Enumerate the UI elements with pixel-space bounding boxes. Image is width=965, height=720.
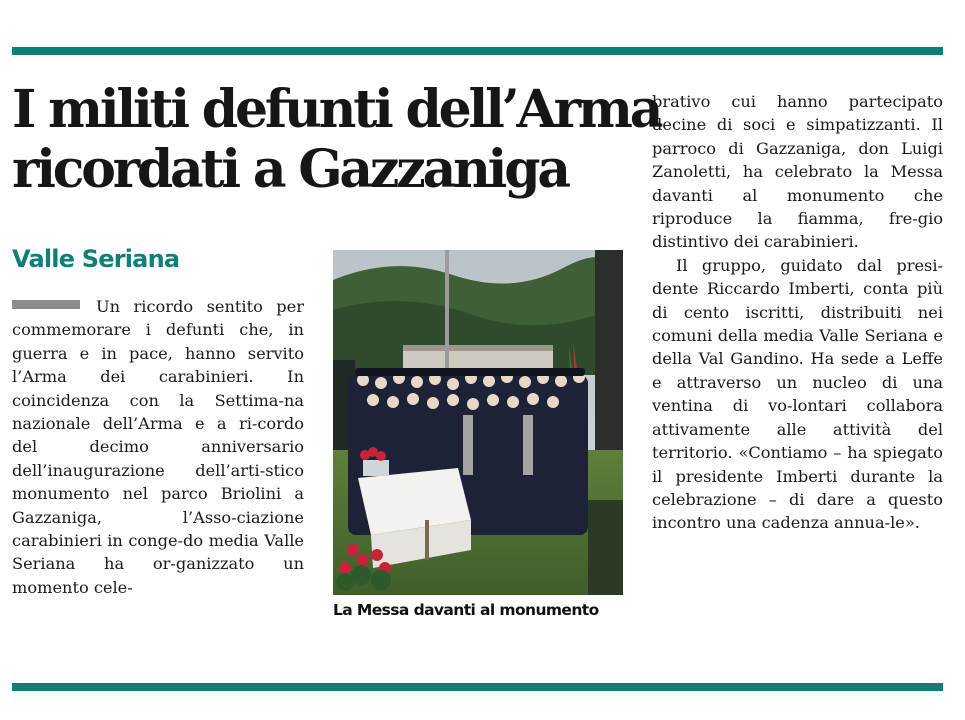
headline-line-2: ricordati a Gazzaniga <box>12 139 568 200</box>
headline-line-1: I militi defunti dell’Arma <box>12 79 661 140</box>
column-3-paragraph-1: brativo cui hanno partecipato decine di soci e simpatizzanti. Il parroco di Gazzaniga, don Luigi Zanoletti, ha celebrato la Messa davanti al monumento che riproduce la fiamma, fre-gio distintivo dei carabinieri. <box>652 92 943 252</box>
section-kicker: Valle Seriana <box>12 245 180 273</box>
photo-caption: La Messa davanti al monumento <box>333 601 599 619</box>
column-3-paragraph-2: Il gruppo, guidato dal presi-dente Riccardo Imberti, conta più di cento iscritti, distribuiti nei comuni della media Valle Seriana e della Val Gandino. Ha sede a Leffe e attraverso un nucleo di una ventina di vo-lontari collabora attivamente alle attività del territorio. «Contiamo – ha spiegato il presidente Imberti durante la celebrazione – di dare a questo incontro una cadenza annua-le». <box>652 255 943 533</box>
bottom-rule <box>12 683 943 691</box>
column-1-text: Un ricordo sentito per commemorare i defunti che, in guerra e in pace, hanno servito l’Arma dei carabinieri. In coincidenza con la Settima-na nazionale dell’Arma e a ri-cordo del decimo anniversario dell’inaugurazione dell’arti-stico monumento nel parco Briolini a Gazzaniga, l’Asso-ciazione carabinieri in conge-do media Valle Seriana ha or-ganizzato un momento cele- <box>12 297 304 597</box>
lead-bar <box>12 300 80 309</box>
ceremony-photo <box>333 250 623 595</box>
article-column-3 <box>652 90 943 535</box>
top-rule <box>12 47 943 55</box>
article-column-1 <box>12 295 304 599</box>
headline <box>12 79 661 200</box>
